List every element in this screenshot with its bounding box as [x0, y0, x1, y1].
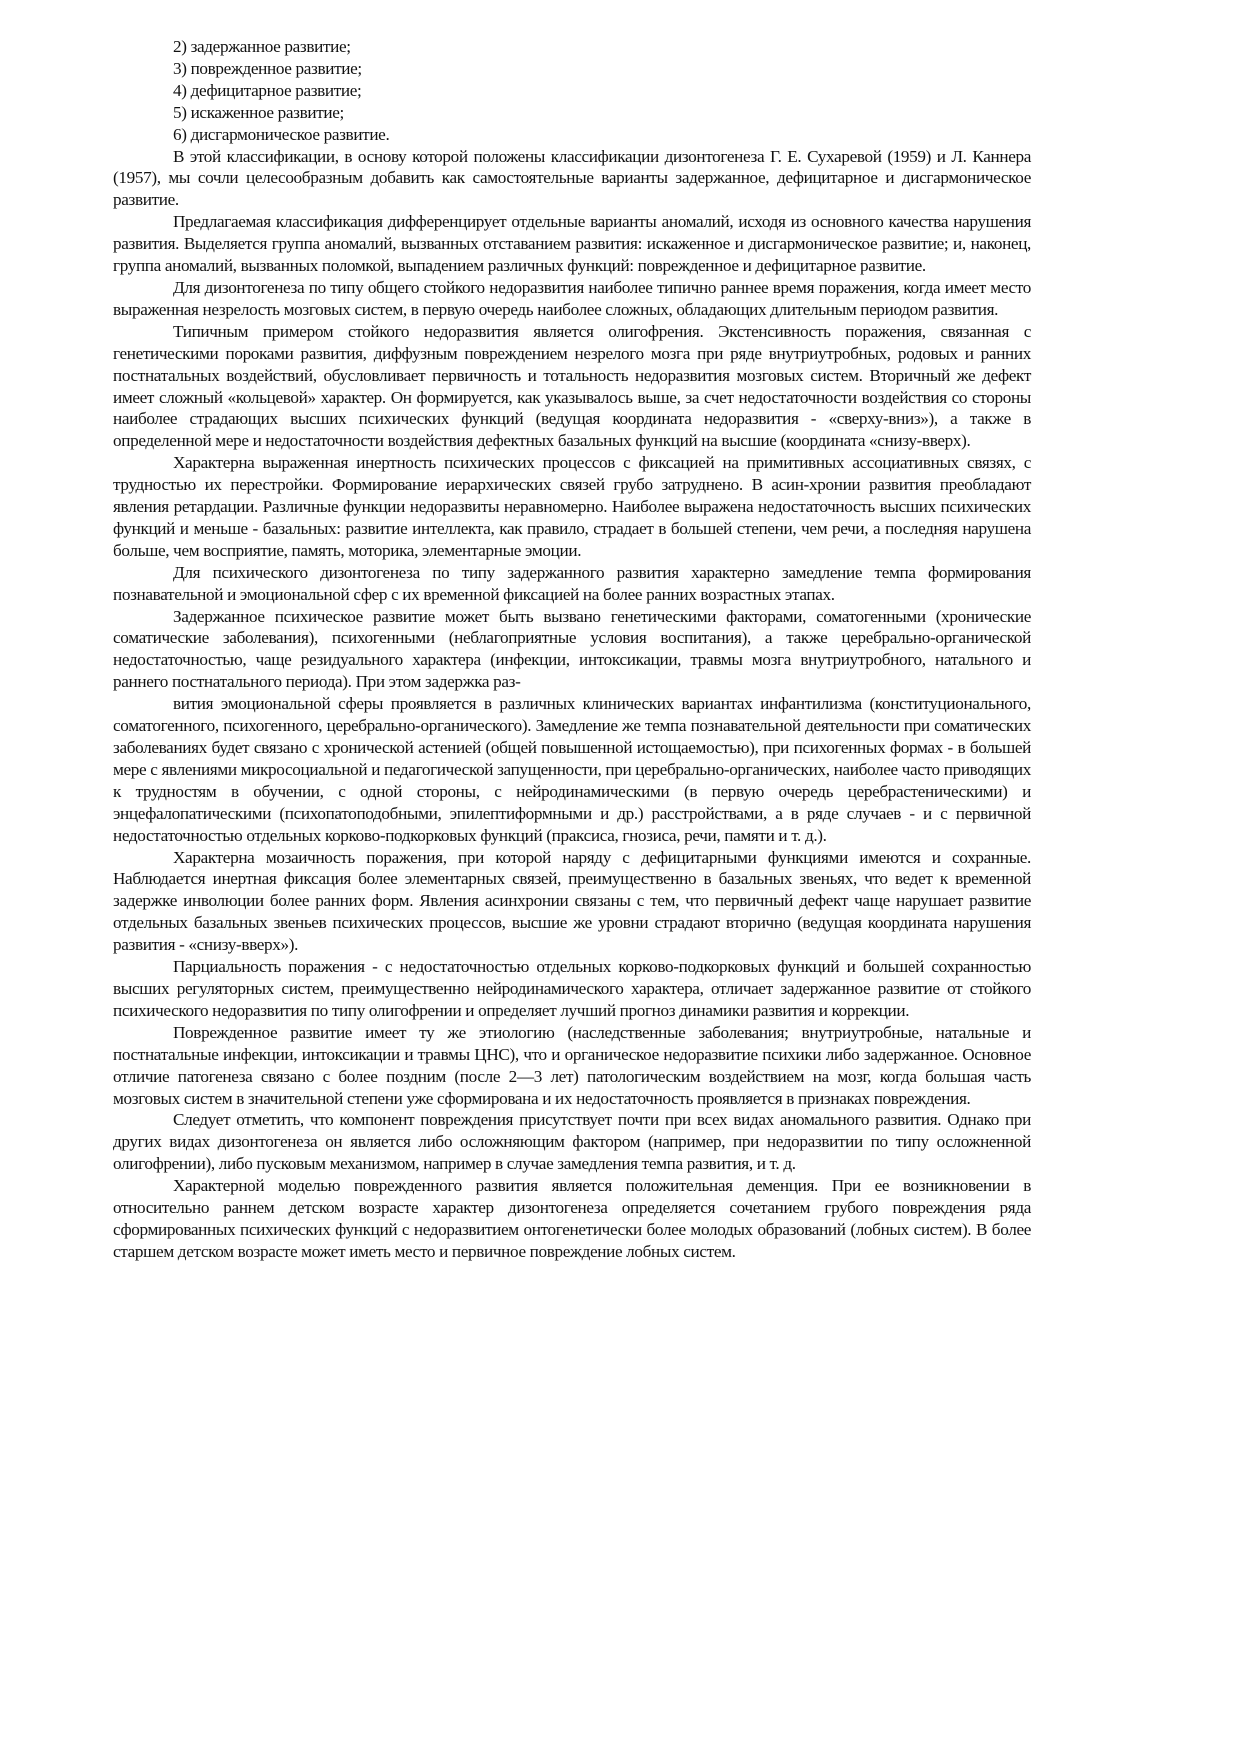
paragraph: Следует отметить, что компонент повреждения присутствует почти при всех видах аномального развития. Однако при других видах дизонтогенеза он является либо осложняющим фактором (например, при недоразвитии по типу осложненной олигофрении), либо пусковым механизмом, например в случае замедления темпа развития, и т. д. — [113, 1110, 1031, 1174]
paragraph: Задержанное психическое развитие может быть вызвано генетическими факторами, соматогенными (хронические соматические заболевания), психогенными (неблагоприятные условия воспитания), а также церебрально-органической недостаточностью, чаще резидуального характера (инфекции, интоксикации, травмы мозга внутриутробного, натального и раннего постнатального периода). При этом задержка раз- — [113, 606, 1031, 692]
paragraph: Поврежденное развитие имеет ту же этиологию (наследственные заболевания; внутриутробные, натальные и постнатальные инфекции, интоксикации и травмы ЦНС), что и органическое недоразвитие психики либо задержанное. Основное отличие патогенеза связано с более поздним (после 2—3 лет) патологическим воздействием на мозг, когда большая часть мозговых систем в значительной степени уже сформирована и их недостаточность проявляется в признаках повреждения. — [113, 1022, 1031, 1108]
paragraph: Парциальность поражения - с недостаточностью отдельных корково-подкорковых функций и большей сохранностью высших регуляторных систем, преимущественно нейродинамического характера, отличает задержанное развитие от стойкого психического недоразвития по типу олигофрении и определяет лучший прогноз динамики развития и коррекции. — [113, 957, 1031, 1020]
classification-list — [113, 36, 1031, 146]
paragraph: Характерной моделью поврежденного развития является положительная деменция. При ее возникновении в относительно раннем детском возрасте характер дизонтогенеза определяется сочетанием грубого повреждения ряда сформированных психических функций с недоразвитием онтогенетически более молодых образований (лобных систем). В более старшем детском возрасте может иметь место и первичное повреждение лобных систем. — [113, 1176, 1031, 1261]
paragraph: Для психического дизонтогенеза по типу задержанного развития характерно замедление темпа формирования познавательной и эмоциональной сфер с их временной фиксацией на более ранних возрастных этапах. — [113, 562, 1031, 604]
list-item: 3) поврежденное развитие; — [173, 58, 362, 78]
list-item: 5) искаженное развитие; — [173, 102, 344, 122]
paragraph: Характерна мозаичность поражения, при которой наряду с дефицитарными функциями имеются и сохранные. Наблюдается инертная фиксация более элементарных связей, преимущественно в базальных звеньях, что ведет к временной задержке инволюции более ранних форм. Явления асинхронии связаны с тем, что первичный дефект чаще нарушает развитие отдельных базальных звеньев психических процессов, высшие же уровни страдают вторично (ведущая координата нарушения развития - «снизу-вверх»). — [113, 847, 1031, 955]
list-item: 6) дисгармоническое развитие. — [173, 124, 390, 144]
paragraph: Характерна выраженная инертность психических процессов с фиксацией на примитивных ассоциативных связях, с трудностью их перестройки. Формирование иерархических связей грубо затруднено. В асин-хронии развития преобладают явления ретардации. Различные функции недоразвиты неравномерно. Наиболее выражена недостаточность высших психических функций и меньше - базальных: развитие интеллекта, как правило, страдает в большей степени, чем речи, а последняя нарушена больше, чем восприятие, память, моторика, элементарные эмоции. — [113, 453, 1031, 560]
paragraph: Предлагаемая классификация дифференцирует отдельные варианты аномалий, исходя из основного качества нарушения развития. Выделяется группа аномалий, вызванных отставанием развития: искаженное и дисгармоническое развитие; и, наконец, группа аномалий, вызванных поломкой, выпадением различных функций: поврежденное и дефицитарное развитие. — [113, 212, 1031, 276]
list-item: 2) задержанное развитие; — [173, 37, 351, 56]
list-item: 4) дефицитарное развитие; — [173, 80, 362, 100]
paragraph: Типичным примером стойкого недоразвития является олигофрения. Экстенсивность поражения, связанная с генетическими пороками развития, диффузным повреждением незрелого мозга при ряде внутриутробных, родовых и ранних постнатальных воздействий, обусловливает первичность и тотальность недоразвития мозговых систем. Вторичный же дефект имеет сложный «кольцевой» характер. Он формируется, как указывалось выше, за счет недостаточности воздействия со стороны наиболее страдающих высших психических функций (ведущая координата недоразвития - «сверху-вниз»), а также в определенной мере и недостаточности воздействия дефектных базальных функций на высшие (координата «снизу-вверх). — [113, 321, 1031, 451]
paragraph: Для дизонтогенеза по типу общего стойкого недоразвития наиболее типично раннее время поражения, когда имеет место выраженная незрелость мозговых систем, в первую очередь наиболее сложных, обладающих длительным периодом развития. — [113, 277, 1031, 319]
paragraph: вития эмоциональной сферы проявляется в различных клинических вариантах инфантилизма (конституционального, соматогенного, психогенного, церебрально-органического). Замедление же темпа познавательной деятельности при соматических заболеваниях будет связано с хронической астенией (общей повышенной истощаемостью), при психогенных формах - в большей мере с явлениями микросоциальной и педагогической запущенности, при церебрально-органических, наиболее часто приводящих к трудностям в обучении, с одной стороны, с нейродинамическими (в первую очередь церебрастеническими) и энцефалопатическими (психопатоподобными, эпилептиформными и др.) расстройствами, а в ряде случаев - и с первичной недостаточностью отдельных корково-подкорковых функций (праксиса, гнозиса, речи, памяти и т. д.). — [113, 694, 1031, 845]
paragraph: В этой классификации, в основу которой положены классификации дизонтогенеза Г. Е. Сухаревой (1959) и Л. Каннера (1957), мы сочли целесообразным добавить как самостоятельные варианты задержанное, дефицитарное и дисгармоническое развитие. — [113, 146, 1031, 210]
document-page — [113, 36, 1031, 1263]
